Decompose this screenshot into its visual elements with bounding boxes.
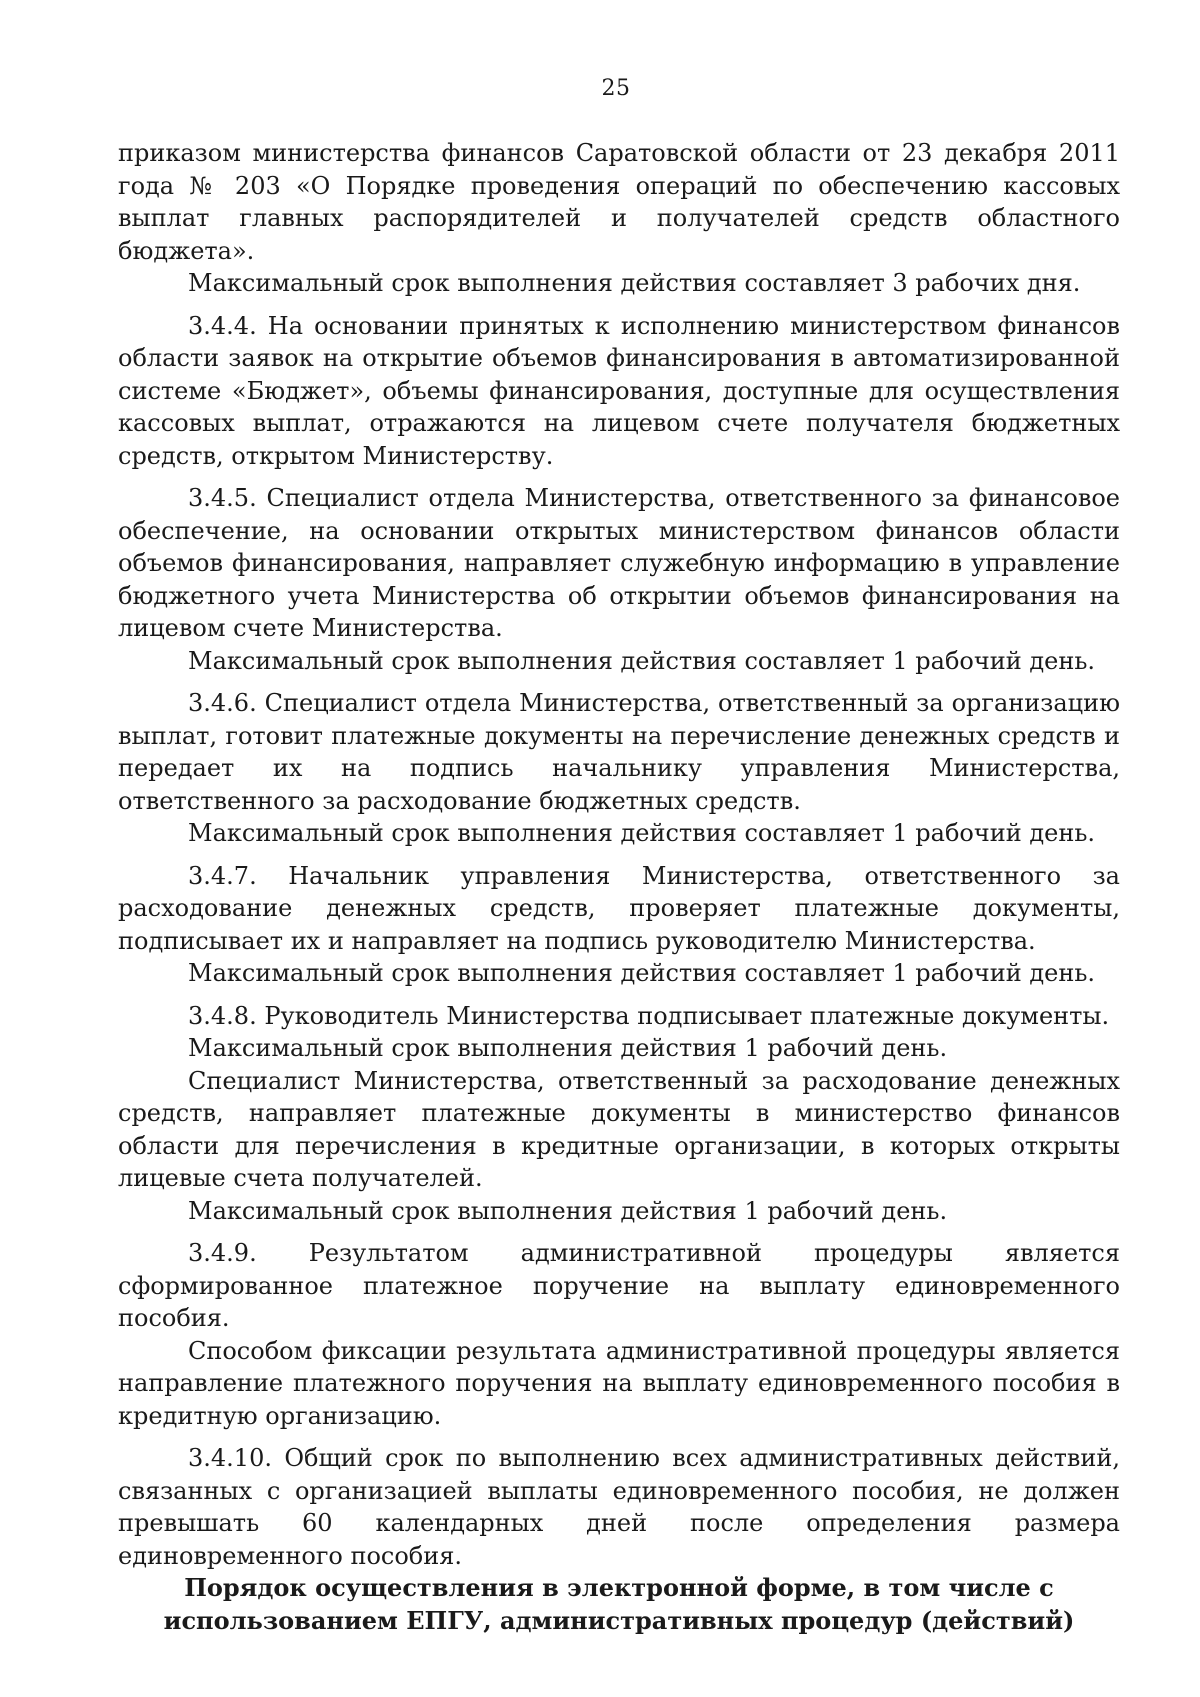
paragraph-deadline: Максимальный срок выполнения действия составляет 1 рабочий день. bbox=[188, 819, 1096, 847]
paragraph-deadline: Максимальный срок выполнения действия составляет 1 рабочий день. bbox=[188, 959, 1096, 987]
paragraph-deadline: Максимальный срок выполнения действия 1 рабочий день. bbox=[188, 1196, 948, 1225]
paragraph-3-4-10: 3.4.10. Общий срок по выполнению всех административных действий, связанных с организацией выплаты единовременного пособия, не должен превышать 60 календарных дней после определения размера единовременного пособия. bbox=[118, 1444, 1120, 1570]
paragraph-3-4-8: 3.4.8. Руководитель Министерства подписывает платежные документы. bbox=[188, 1001, 1110, 1030]
document-body bbox=[118, 137, 1120, 1637]
section-heading: Порядок осуществления в электронной форме, в том числе с использованием ЕПГУ, административных процедур (действий) bbox=[163, 1573, 1075, 1635]
paragraph-specialist-transfer: Специалист Министерства, ответственный за расходование денежных средств, направляет платежные документы в министерство финансов области для перечисления в кредитные организации, в которых открыты лицевые счета получателей. bbox=[118, 1066, 1120, 1192]
paragraph-fixation-method: Способом фиксации результата административной процедуры является направление платежного поручения на выплату единовременного пособия в кредитную организацию. bbox=[118, 1336, 1120, 1430]
paragraph-3-4-5: 3.4.5. Специалист отдела Министерства, ответственного за финансовое обеспечение, на основании открытых министерством финансов области объемов финансирования, направляет служебную информацию в управление бюджетного учета Министерства об открытии объемов финансирования на лицевом счете Министерства. bbox=[118, 484, 1120, 642]
paragraph-3-4-6: 3.4.6. Специалист отдела Министерства, ответственный за организацию выплат, готовит платежные документы на перечисление денежных средств и передает их на подпись начальнику управления Министерства, ответственного за расходование бюджетных средств. bbox=[118, 689, 1120, 815]
paragraph-3-4-7: 3.4.7. Начальник управления Министерства, ответственного за расходование денежных средств, проверяет платежные документы, подписывает их и направляет на подпись руководителю Министерства. bbox=[118, 861, 1120, 955]
paragraph-3-4-4: 3.4.4. На основании принятых к исполнению министерством финансов области заявок на открытие объемов финансирования в автоматизированной системе «Бюджет», объемы финансирования, доступные для осуществления кассовых выплат, отражаются на лицевом счете получателя бюджетных средств, открытом Министерству. bbox=[118, 311, 1120, 470]
paragraph-3-4-9: 3.4.9. Результатом административной процедуры является сформированное платежное поручение на выплату единовременного пособия. bbox=[118, 1239, 1120, 1332]
paragraph-order-reference: приказом министерства финансов Саратовской области от 23 декабря 2011 года № 203 «О Порядке проведения операций по обеспечению кассовых выплат главных распорядителей и получателей средств областного бюджета». bbox=[118, 139, 1120, 265]
paragraph-deadline: Максимальный срок выполнения действия составляет 3 рабочих дня. bbox=[188, 269, 1081, 297]
paragraph-deadline: Максимальный срок выполнения действия составляет 1 рабочий день. bbox=[188, 646, 1096, 675]
paragraph-deadline: Максимальный срок выполнения действия 1 рабочий день. bbox=[188, 1034, 948, 1062]
page-number: 25 bbox=[601, 76, 631, 101]
